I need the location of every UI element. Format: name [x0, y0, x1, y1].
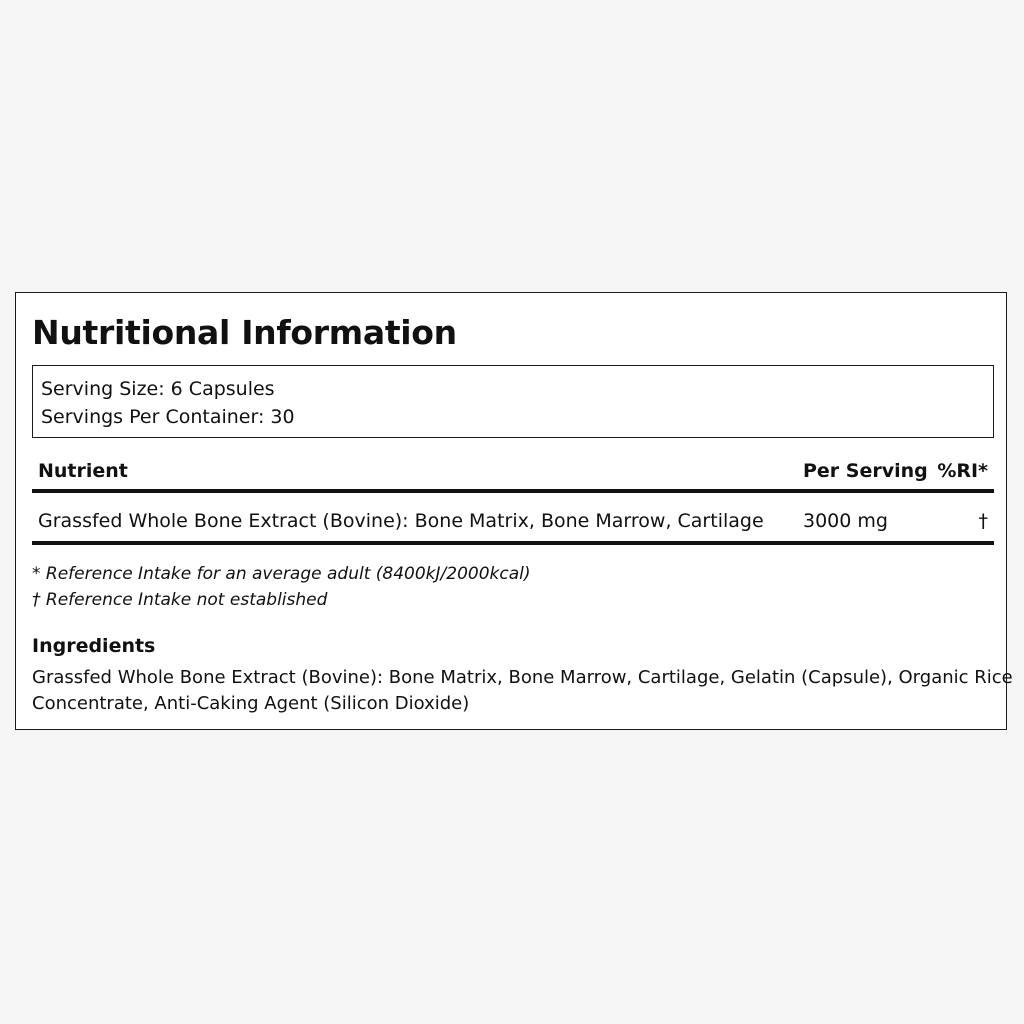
nutrition-panel [15, 292, 1013, 730]
header-nutrient: Nutrient [38, 460, 128, 482]
table-row [32, 493, 994, 545]
row-per-serving: 3000 mg [803, 510, 888, 532]
header-ri: %RI* [937, 460, 988, 482]
note-not-established: † Reference Intake not established [32, 590, 328, 610]
header-per-serving: Per Serving [803, 460, 928, 482]
ingredients-line-2: Concentrate, Anti-Caking Agent (Silicon Dioxide) [32, 693, 470, 714]
ingredients-line-1: Grassfed Whole Bone Extract (Bovine): Bone Matrix, Bone Marrow, Cartilage, Gelatin (Capsule), Organic Rice [32, 667, 1013, 688]
ingredients-heading: Ingredients [32, 635, 156, 657]
servings-per-container: Servings Per Container: 30 [41, 406, 295, 428]
footnotes [32, 561, 994, 613]
row-nutrient: Grassfed Whole Bone Extract (Bovine): Bone Matrix, Bone Marrow, Cartilage [38, 510, 764, 532]
serving-size: Serving Size: 6 Capsules [41, 378, 275, 400]
ingredients-text [32, 665, 1013, 717]
row-ri: † [978, 510, 988, 532]
panel-title: Nutritional Information [32, 313, 457, 352]
table-header-row [32, 453, 994, 493]
nutrient-table [32, 453, 994, 545]
serving-info-box [32, 365, 994, 438]
note-reference-intake: * Reference Intake for an average adult (8400kJ/2000kcal) [32, 564, 531, 584]
